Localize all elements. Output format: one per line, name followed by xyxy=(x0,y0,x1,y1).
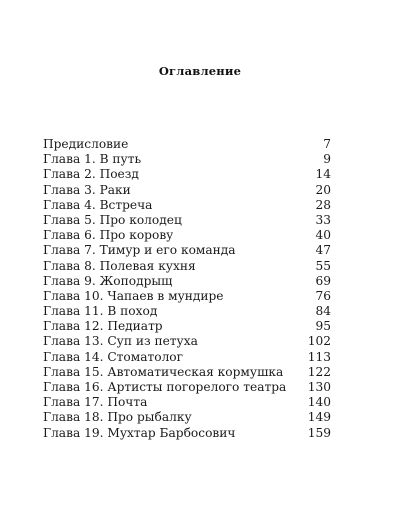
toc-entry-page-number: 113 xyxy=(307,349,331,364)
toc-entry-label: Глава 6. Про корову xyxy=(43,228,174,243)
toc-entry-label: Глава 16. Артисты погорелого театра xyxy=(43,380,287,394)
toc-entry-label: Глава 10. Чапаев в мундире xyxy=(43,288,224,303)
toc-entry-label: Глава 18. Про рыбалку xyxy=(43,410,192,425)
toc-list xyxy=(43,137,331,441)
toc-entry-page-number: 33 xyxy=(315,212,331,227)
toc-entry-page-number: 55 xyxy=(315,258,331,273)
toc-entry-page-number: 69 xyxy=(315,273,331,288)
toc-entry xyxy=(43,183,331,198)
toc-entry-page-number: 149 xyxy=(307,410,331,425)
toc-entry xyxy=(43,289,331,304)
toc-entry-page-number: 14 xyxy=(315,167,331,182)
toc-entry xyxy=(43,228,331,243)
toc-entry xyxy=(43,213,331,228)
toc-entry-label: Глава 3. Раки xyxy=(43,182,131,197)
toc-entry-page-number: 84 xyxy=(315,304,331,319)
toc-entry xyxy=(43,243,331,258)
toc-entry-label: Глава 9. Жоподрыщ xyxy=(43,273,173,288)
toc-entry xyxy=(43,137,331,152)
toc-entry xyxy=(43,152,331,167)
toc-entry xyxy=(43,380,331,395)
toc-entry-label: Глава 5. Про колодец xyxy=(43,212,182,227)
toc-entry-page-number: 122 xyxy=(307,364,331,379)
toc-entry-label: Глава 19. Мухтар Барбосович xyxy=(43,425,236,440)
toc-entry xyxy=(43,259,331,274)
toc-entry-label: Глава 7. Тимур и его команда xyxy=(43,243,236,258)
toc-entry xyxy=(43,198,331,213)
toc-entry xyxy=(43,350,331,365)
toc-entry xyxy=(43,410,331,425)
toc-entry-page-number: 159 xyxy=(307,425,331,440)
toc-entry-page-number: 40 xyxy=(315,228,331,243)
toc-entry-page-number: 9 xyxy=(323,152,331,167)
toc-entry xyxy=(43,167,331,182)
toc-entry-page-number: 7 xyxy=(323,137,331,151)
toc-entry-label: Глава 2. Поезд xyxy=(43,167,139,182)
toc-entry-page-number: 28 xyxy=(315,197,331,212)
toc-entry-label: Глава 12. Педиатр xyxy=(43,319,163,334)
toc-entry-page-number: 102 xyxy=(307,334,331,349)
toc-entry-label: Глава 15. Автоматическая кормушка xyxy=(43,364,284,379)
toc-entry xyxy=(43,365,331,380)
toc-entry-label: Глава 4. Встреча xyxy=(43,197,153,212)
toc-entry-label: Глава 17. Почта xyxy=(43,395,148,410)
toc-title: Оглавление xyxy=(158,64,242,78)
toc-entry-label: Глава 8. Полевая кухня xyxy=(43,258,196,273)
toc-entry-page-number: 130 xyxy=(307,380,331,394)
toc-entry-page-number: 20 xyxy=(315,182,331,197)
toc-entry xyxy=(43,395,331,410)
toc-entry-label: Глава 13. Суп из петуха xyxy=(43,334,198,349)
toc-entry xyxy=(43,304,331,319)
toc-entry-page-number: 76 xyxy=(315,288,331,303)
toc-entry-page-number: 95 xyxy=(315,319,331,334)
toc-entry-label: Глава 11. В поход xyxy=(43,304,158,319)
toc-entry xyxy=(43,319,331,334)
toc-entry-label: Глава 14. Стоматолог xyxy=(43,349,184,364)
toc-entry-page-number: 140 xyxy=(307,395,331,410)
toc-entry-label: Предисловие xyxy=(43,137,129,151)
toc-entry xyxy=(43,334,331,349)
toc-entry xyxy=(43,274,331,289)
toc-entry-label: Глава 1. В путь xyxy=(43,152,142,167)
toc-entry xyxy=(43,426,331,441)
toc-entry-page-number: 47 xyxy=(315,243,331,258)
